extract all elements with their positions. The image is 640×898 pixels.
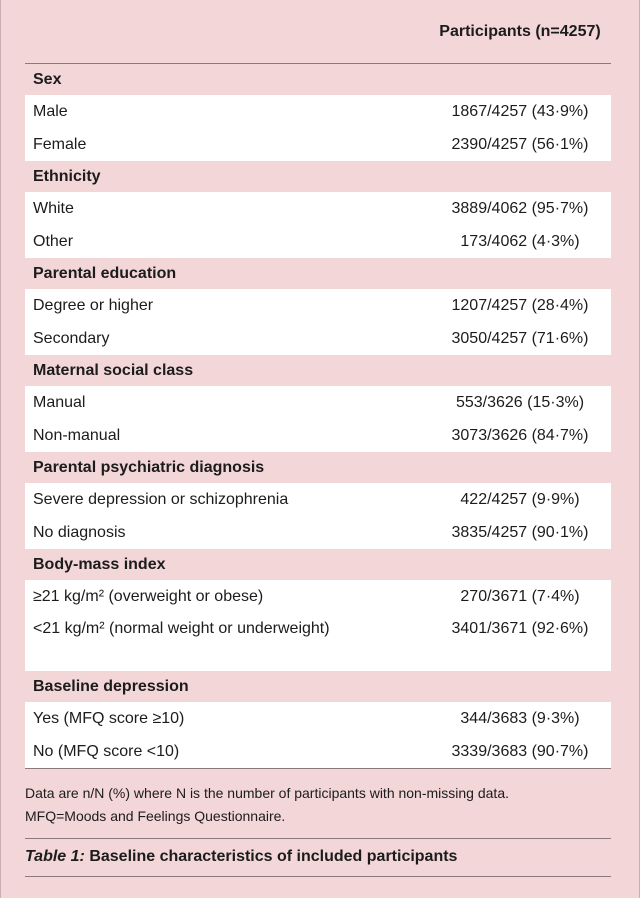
footnote-line: MFQ=Moods and Feelings Questionnaire.	[25, 808, 286, 824]
table-row	[25, 128, 611, 161]
row-value: 3889/4062 (95·7%)	[451, 200, 589, 217]
row-value: 344/3683 (9·3%)	[460, 710, 580, 727]
table-row	[25, 613, 611, 671]
table-row	[25, 702, 611, 735]
row-label: ≥21 kg/m² (overweight or obese)	[33, 588, 264, 605]
row-label: Degree or higher	[33, 297, 154, 314]
row-value: 270/3671 (7·4%)	[460, 588, 580, 605]
table-footnote	[25, 769, 611, 838]
group-heading: Parental education	[33, 264, 177, 282]
row-value: 3073/3626 (84·7%)	[451, 427, 589, 444]
row-value: 1207/4257 (28·4%)	[451, 297, 589, 314]
caption-bottom-rule	[25, 876, 611, 877]
row-label: Non-manual	[33, 427, 121, 444]
row-value: 553/3626 (15·3%)	[455, 394, 585, 411]
group-heading: Parental psychiatric diagnosis	[33, 458, 265, 476]
row-value: 3835/4257 (90·1%)	[451, 524, 589, 541]
group-heading: Body-mass index	[33, 555, 166, 573]
row-label: Female	[33, 136, 87, 153]
row-label: Secondary	[33, 330, 110, 347]
group-heading: Sex	[33, 70, 62, 88]
row-value: 3401/3671 (92·6%)	[451, 620, 589, 637]
row-label: Severe depression or schizophrenia	[33, 491, 289, 508]
row-value: 3339/3683 (90·7%)	[451, 743, 589, 760]
row-value: 173/4062 (4·3%)	[460, 233, 580, 250]
row-label: <21 kg/m² (normal weight or underweight)	[33, 620, 330, 637]
table-row	[25, 516, 611, 549]
row-value: 1867/4257 (43·9%)	[451, 103, 589, 120]
table-row	[25, 483, 611, 516]
table-caption	[25, 839, 611, 876]
row-value: 2390/4257 (56·1%)	[451, 136, 589, 153]
row-label: No (MFQ score <10)	[33, 743, 180, 760]
column-header: Participants (n=4257)	[439, 22, 601, 40]
group-heading: Ethnicity	[33, 167, 101, 185]
table-header	[25, 0, 611, 64]
caption-text: Baseline characteristics of included participants	[89, 848, 458, 865]
row-label: Male	[33, 103, 68, 120]
caption-label: Table 1:	[25, 848, 85, 865]
table-row	[25, 580, 611, 613]
row-label: White	[33, 200, 74, 217]
table-row	[25, 735, 611, 768]
group-heading: Maternal social class	[33, 361, 194, 379]
table-row	[25, 95, 611, 128]
table-row	[25, 322, 611, 355]
row-label: Other	[33, 233, 74, 250]
table-row	[25, 386, 611, 419]
table-row	[25, 225, 611, 258]
table-row	[25, 419, 611, 452]
row-value: 3050/4257 (71·6%)	[451, 330, 589, 347]
row-label: No diagnosis	[33, 524, 126, 541]
footnote-line: Data are n/N (%) where N is the number of participants with non-missing data.	[25, 785, 509, 801]
row-label: Manual	[33, 394, 86, 411]
table-row	[25, 289, 611, 322]
row-label: Yes (MFQ score ≥10)	[33, 710, 185, 727]
table-row	[25, 192, 611, 225]
row-value: 422/4257 (9·9%)	[460, 491, 580, 508]
group-heading: Baseline depression	[33, 677, 189, 695]
